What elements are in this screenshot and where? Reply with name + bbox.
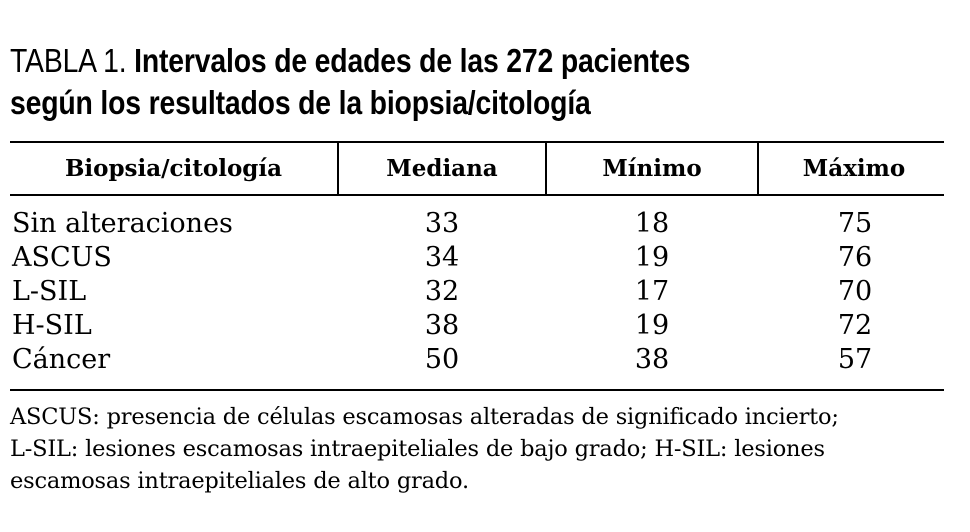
row-mediana: 34 [424,242,460,273]
row-category: H-SIL [12,310,92,341]
footnote-line-2: L-SIL: lesiones escamosas intraepiteliales de bajo grado; H-SIL: lesiones [10,436,825,462]
row-mediana: 38 [424,310,460,341]
caption-line-1 [10,40,827,82]
row-minimo: 19 [634,242,670,273]
row-maximo: 57 [837,344,873,375]
table-bottom-rule [10,389,944,391]
table-row [10,275,944,309]
row-category: Cáncer [12,344,111,375]
table-label: TABLA 1. [10,42,127,79]
column-header-maximo: Máximo [802,155,906,182]
table-row [10,343,944,377]
row-category: Sin alteraciones [12,208,233,239]
column-header-mediana: Mediana [386,155,498,182]
table-row [10,207,944,241]
table-footnote [10,401,960,497]
table-row [10,309,944,343]
table-header-rule [10,194,944,196]
row-category: ASCUS [12,242,112,273]
footnote-line-1: ASCUS: presencia de células escamosas alteradas de significado incierto; [10,404,839,430]
row-maximo: 76 [837,242,873,273]
row-category: L-SIL [12,276,87,307]
table-title-line-2: según los resultados de la biopsia/citología [10,84,591,121]
row-mediana: 32 [424,276,460,307]
row-mediana: 50 [424,344,460,375]
table-row [10,241,944,275]
row-minimo: 17 [634,276,670,307]
row-maximo: 72 [837,310,873,341]
column-header-biopsia: Biopsia/citología [64,155,283,182]
row-minimo: 19 [634,310,670,341]
table-body [10,207,944,377]
row-mediana: 33 [424,208,460,239]
row-minimo: 38 [634,344,670,375]
footnote-line-3: escamosas intraepiteliales de alto grado. [10,468,469,494]
table-title-line-1: Intervalos de edades de las 272 pacientes [134,42,691,79]
row-minimo: 18 [634,208,670,239]
row-maximo: 75 [837,208,873,239]
column-header-minimo: Mínimo [602,155,702,182]
row-maximo: 70 [837,276,873,307]
table-caption [10,40,827,124]
